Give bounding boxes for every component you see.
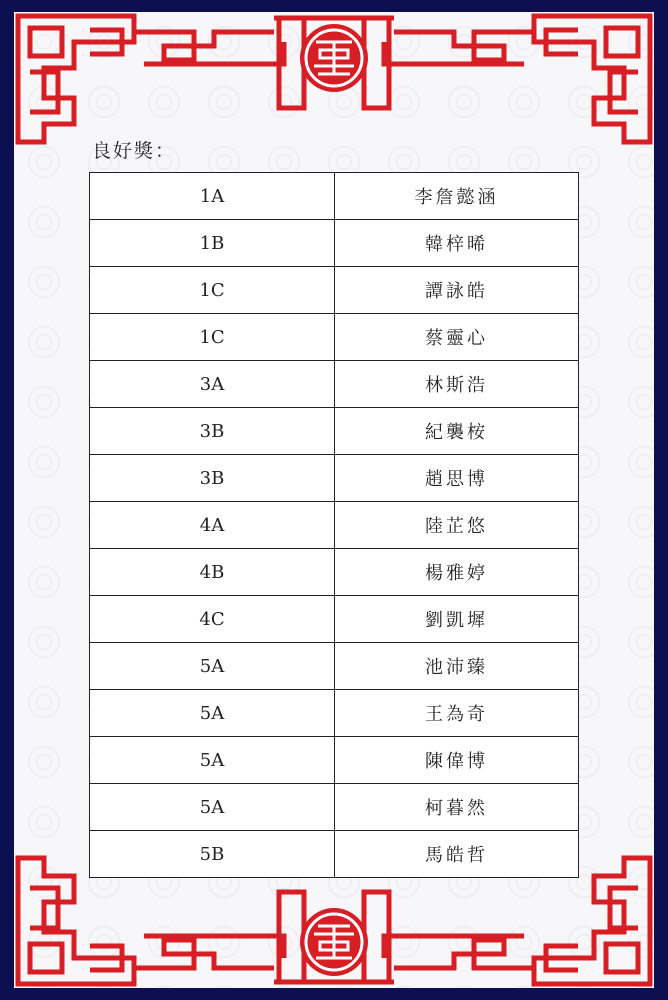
table-row [90,549,579,596]
class-cell: 5A [90,643,335,690]
lattice-border-icon [14,848,654,988]
table-row [90,643,579,690]
class-cell: 1A [90,173,335,220]
table-row [90,408,579,455]
bottom-decorative-border [14,848,654,988]
table-row [90,220,579,267]
name-cell: 譚詠皓 [335,267,579,314]
table-row [90,173,579,220]
name-cell: 蔡靈心 [335,314,579,361]
award-heading: 良好獎： [92,140,177,162]
name-cell: 林斯浩 [335,361,579,408]
table-row [90,596,579,643]
table-row [90,502,579,549]
name-cell: 紀襲桉 [335,408,579,455]
class-cell: 5A [90,784,335,831]
table-row [90,314,579,361]
class-cell: 4A [90,502,335,549]
name-cell: 陳偉博 [335,737,579,784]
class-cell: 5A [90,690,335,737]
class-cell: 4C [90,596,335,643]
class-cell: 3A [90,361,335,408]
name-cell: 王為奇 [335,690,579,737]
table-row [90,361,579,408]
lattice-border-icon [14,12,654,152]
table-row [90,455,579,502]
table-row [90,737,579,784]
table-row [90,690,579,737]
name-cell: 李詹懿涵 [335,173,579,220]
name-cell: 趙思博 [335,455,579,502]
top-decorative-border [14,12,654,152]
name-cell: 陸芷悠 [335,502,579,549]
class-cell: 1C [90,314,335,361]
table-row [90,267,579,314]
certificate-page [14,12,654,988]
awardees-table [89,172,579,878]
name-cell: 柯暮然 [335,784,579,831]
name-cell: 劉凱墀 [335,596,579,643]
class-cell: 3B [90,455,335,502]
class-cell: 1B [90,220,335,267]
table-row [90,784,579,831]
class-cell: 3B [90,408,335,455]
class-cell: 5B [90,831,335,878]
name-cell: 韓梓晞 [335,220,579,267]
class-cell: 5A [90,737,335,784]
class-cell: 1C [90,267,335,314]
name-cell: 楊雅婷 [335,549,579,596]
name-cell: 池沛臻 [335,643,579,690]
class-cell: 4B [90,549,335,596]
name-cell: 馬皓哲 [335,831,579,878]
